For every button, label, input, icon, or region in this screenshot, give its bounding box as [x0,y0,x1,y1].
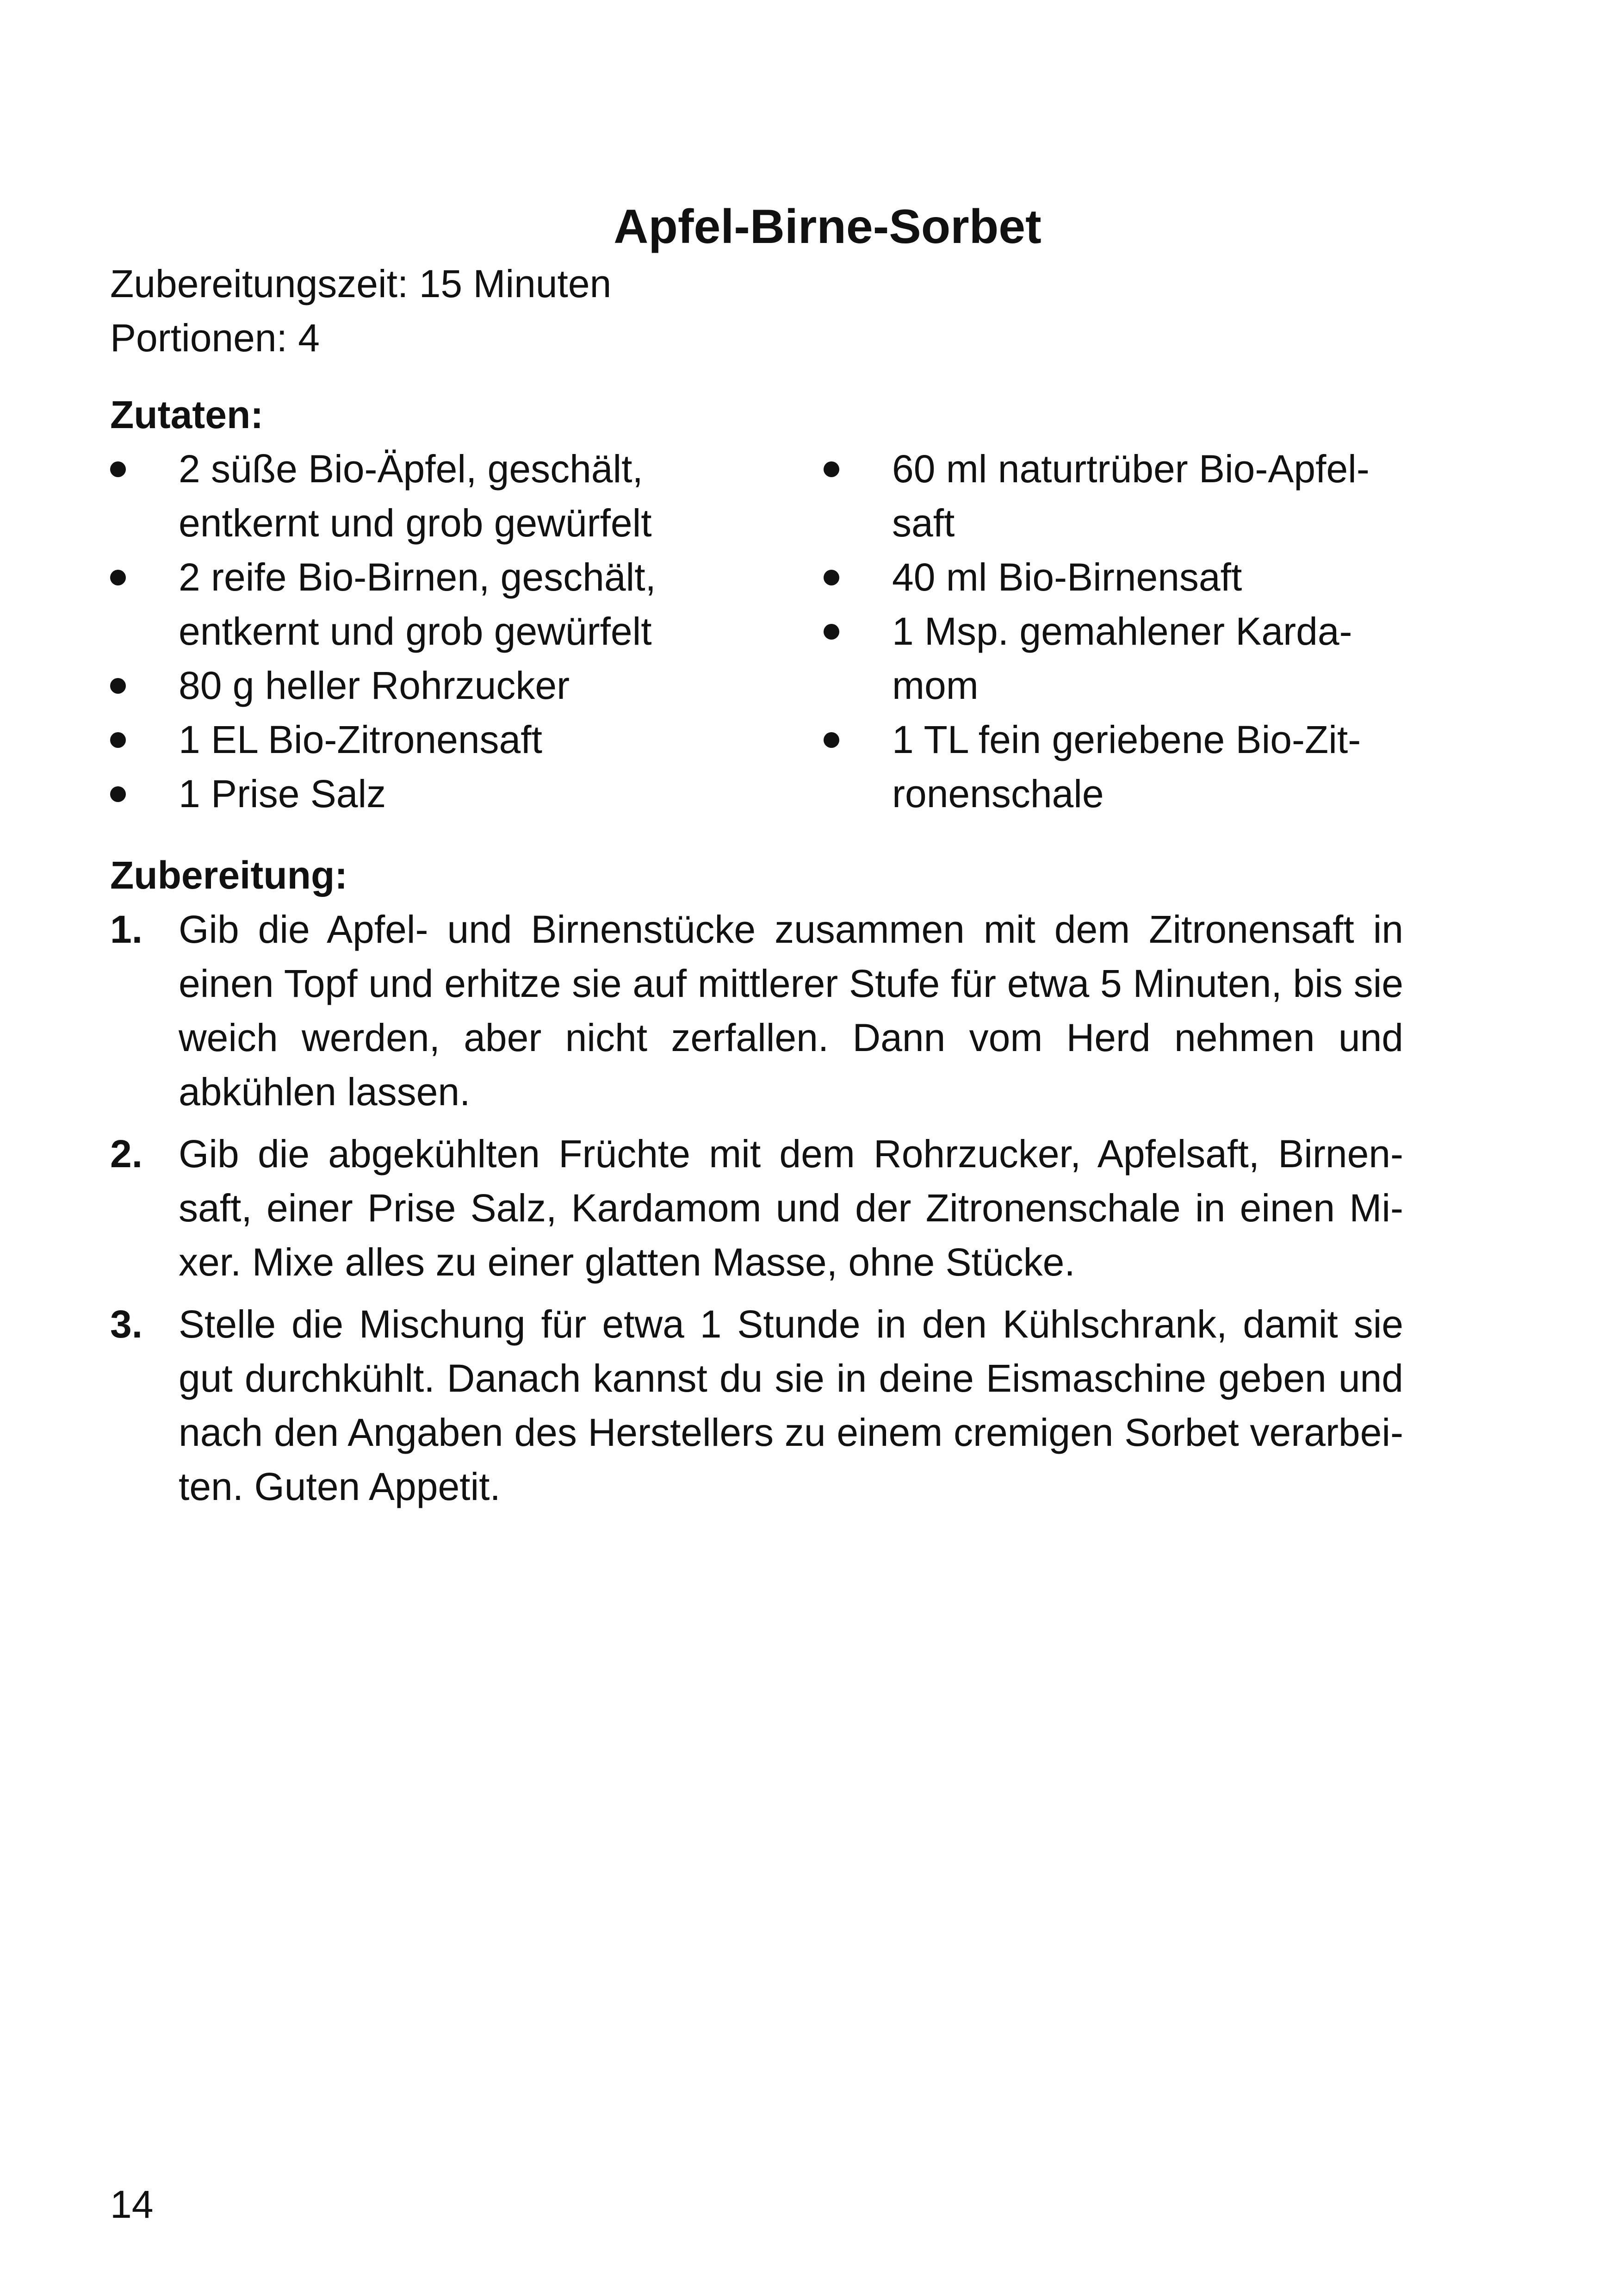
ingredient-item [824,550,1425,604]
ingredient-text: 1 EL Bio-Zitronensaft [179,718,542,761]
ingredients-list-right [824,442,1425,821]
ingredient-item [110,767,804,821]
prep-time: Zubereitungszeit: 15 Minuten [110,262,612,305]
bullet-icon [110,659,138,713]
page-number: 14 [110,2183,154,2226]
bullet-icon [110,442,138,496]
ingredient-text: 40 ml Bio-Birnensaft [892,555,1242,599]
step-text: Stelle die Mischung für etwa 1 Stunde in den Kühlschrank, damit sie gut durchkühlt. Danach kannst du sie in deine Eismaschine geben und nach den Angaben des Herstellers zu einem cremigen Sorbet verarbei- ten. Guten Appetit. [179,1302,1403,1508]
step-item [110,902,1403,1119]
ingredient-text: 60 ml naturtrüber Bio-Apfel- saft [892,447,1370,545]
servings: Portionen: 4 [110,316,320,360]
ingredient-item [824,604,1425,713]
bullet-icon [824,713,851,767]
ingredient-item [110,659,804,713]
ingredient-item [824,442,1425,550]
ingredient-text: 80 g heller Rohrzucker [179,664,570,707]
bullet-icon [110,713,138,767]
step-item [110,1297,1403,1514]
ingredient-text: 1 Msp. gemahlener Karda- mom [892,610,1352,707]
recipe-meta [110,257,611,365]
ingredient-item [824,713,1425,821]
step-number: 3. [110,1302,143,1346]
step-text: Gib die abgekühlten Früchte mit dem Rohrzucker, Apfelsaft, Birnen- saft, einer Prise Salz, Kardamom und der Zitronenschale in einen Mi- xer. Mixe alles zu einer glatten Masse, ohne Stücke. [179,1132,1403,1284]
bullet-icon [824,604,851,659]
preparation-heading: Zubereitung: [110,853,348,897]
ingredients-list-left [110,442,804,821]
step-number: 2. [110,1132,143,1176]
ingredient-text: 2 reife Bio-Birnen, geschält, entkernt und grob gewürfelt [179,555,656,653]
ingredient-text: 1 Prise Salz [179,772,386,815]
ingredient-item [110,442,804,550]
bullet-icon [824,550,851,604]
bullet-icon [110,767,138,821]
step-item [110,1127,1403,1289]
preparation-steps [110,902,1403,1522]
ingredient-text: 2 süße Bio-Äpfel, geschält, entkernt und grob gewürfelt [179,447,652,545]
ingredient-item [110,713,804,767]
ingredients-heading: Zutaten: [110,393,264,436]
step-number: 1. [110,908,143,951]
page-title: Apfel-Birne-Sorbet [614,199,1041,254]
ingredient-item [110,550,804,659]
bullet-icon [824,442,851,496]
ingredient-text: 1 TL fein geriebene Bio-Zit- ronenschale [892,718,1361,815]
bullet-icon [110,550,138,604]
step-text: Gib die Apfel- und Birnenstücke zusammen mit dem Zitronensaft in einen Topf und erhitze sie auf mittlerer Stufe für etwa 5 Minuten, bis sie weich werden, aber nicht zerfallen. Dann vom Herd nehmen und abkühlen lassen. [179,908,1403,1114]
